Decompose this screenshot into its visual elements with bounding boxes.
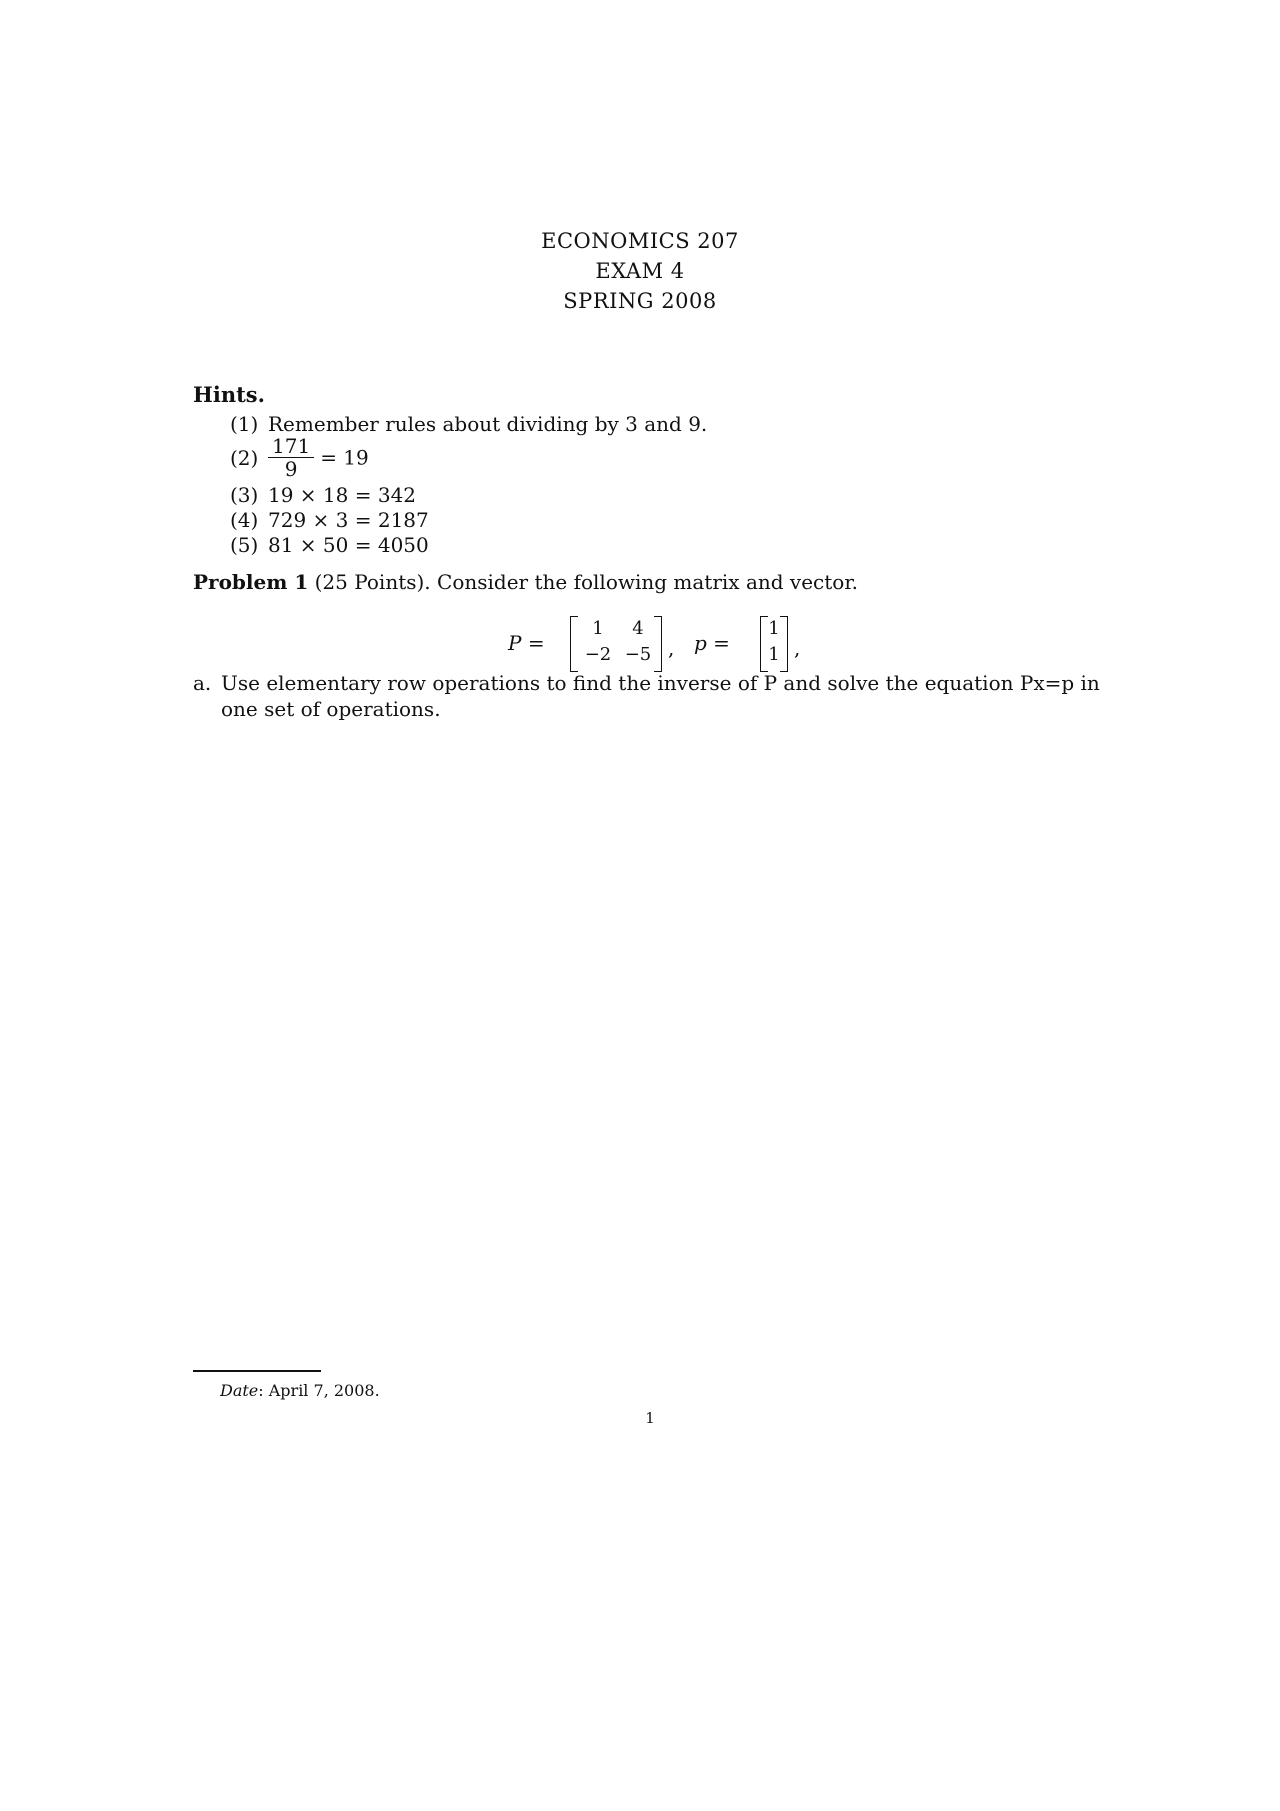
footnote-label: Date — [220, 1381, 259, 1400]
hint-item-4 — [230, 507, 429, 533]
matrix-cell: −2 — [584, 644, 612, 665]
hint-fraction — [268, 435, 314, 480]
hint-number: (1) — [230, 412, 259, 436]
problem-points: (25 Points). — [314, 570, 431, 594]
hint-text: 19 × 18 = 342 — [268, 483, 417, 507]
hint-text: = 19 — [320, 445, 369, 470]
fraction-denominator: 9 — [284, 457, 298, 481]
footnote-text: : April 7, 2008. — [258, 1381, 380, 1400]
problem-1-statement — [193, 570, 858, 594]
hint-number: (5) — [230, 533, 259, 557]
fraction-numerator: 171 — [268, 435, 314, 458]
hint-number: (4) — [230, 508, 259, 532]
part-label: a. — [193, 671, 212, 695]
footnote — [220, 1381, 380, 1400]
comma: , — [668, 636, 675, 660]
exam-title: EXAM 4 — [595, 259, 685, 283]
page-number: 1 — [645, 1409, 655, 1427]
hint-text: 729 × 3 = 2187 — [268, 508, 429, 532]
matrix-cell: 4 — [632, 618, 644, 639]
hint-text: 81 × 50 = 4050 — [268, 533, 429, 557]
comma: , — [794, 636, 801, 660]
matrix-cell: −5 — [624, 644, 652, 665]
hint-item-2 — [230, 435, 369, 480]
term-title: SPRING 2008 — [563, 289, 717, 313]
hint-number: (3) — [230, 483, 259, 507]
hint-item-5 — [230, 532, 429, 558]
vector-p — [760, 616, 788, 673]
hints-heading: Hints. — [193, 382, 265, 407]
matrix-P — [570, 616, 662, 673]
left-bracket — [570, 616, 578, 672]
right-bracket — [654, 616, 662, 672]
matrix-P-label: P = — [508, 631, 545, 655]
problem-intro: Consider the following matrix and vector. — [437, 570, 859, 594]
vector-p-label: p = — [694, 631, 730, 655]
course-title: ECONOMICS 207 — [541, 229, 739, 253]
hint-text: Remember rules about dividing by 3 and 9. — [268, 412, 708, 436]
problem-1-part-a — [193, 670, 1123, 722]
footnote-rule — [193, 1370, 321, 1372]
vector-cell: 1 — [768, 644, 780, 665]
part-text: Use elementary row operations to find the inverse of P and solve the equation Px=p in one set of operations. — [221, 671, 1100, 721]
hint-number: (2) — [230, 445, 259, 470]
matrix-cell: 1 — [592, 618, 604, 639]
exam-title-block — [0, 226, 1280, 316]
vector-cell: 1 — [768, 618, 780, 639]
hint-item-3 — [230, 482, 416, 508]
problem-label: Problem 1 — [193, 570, 309, 594]
